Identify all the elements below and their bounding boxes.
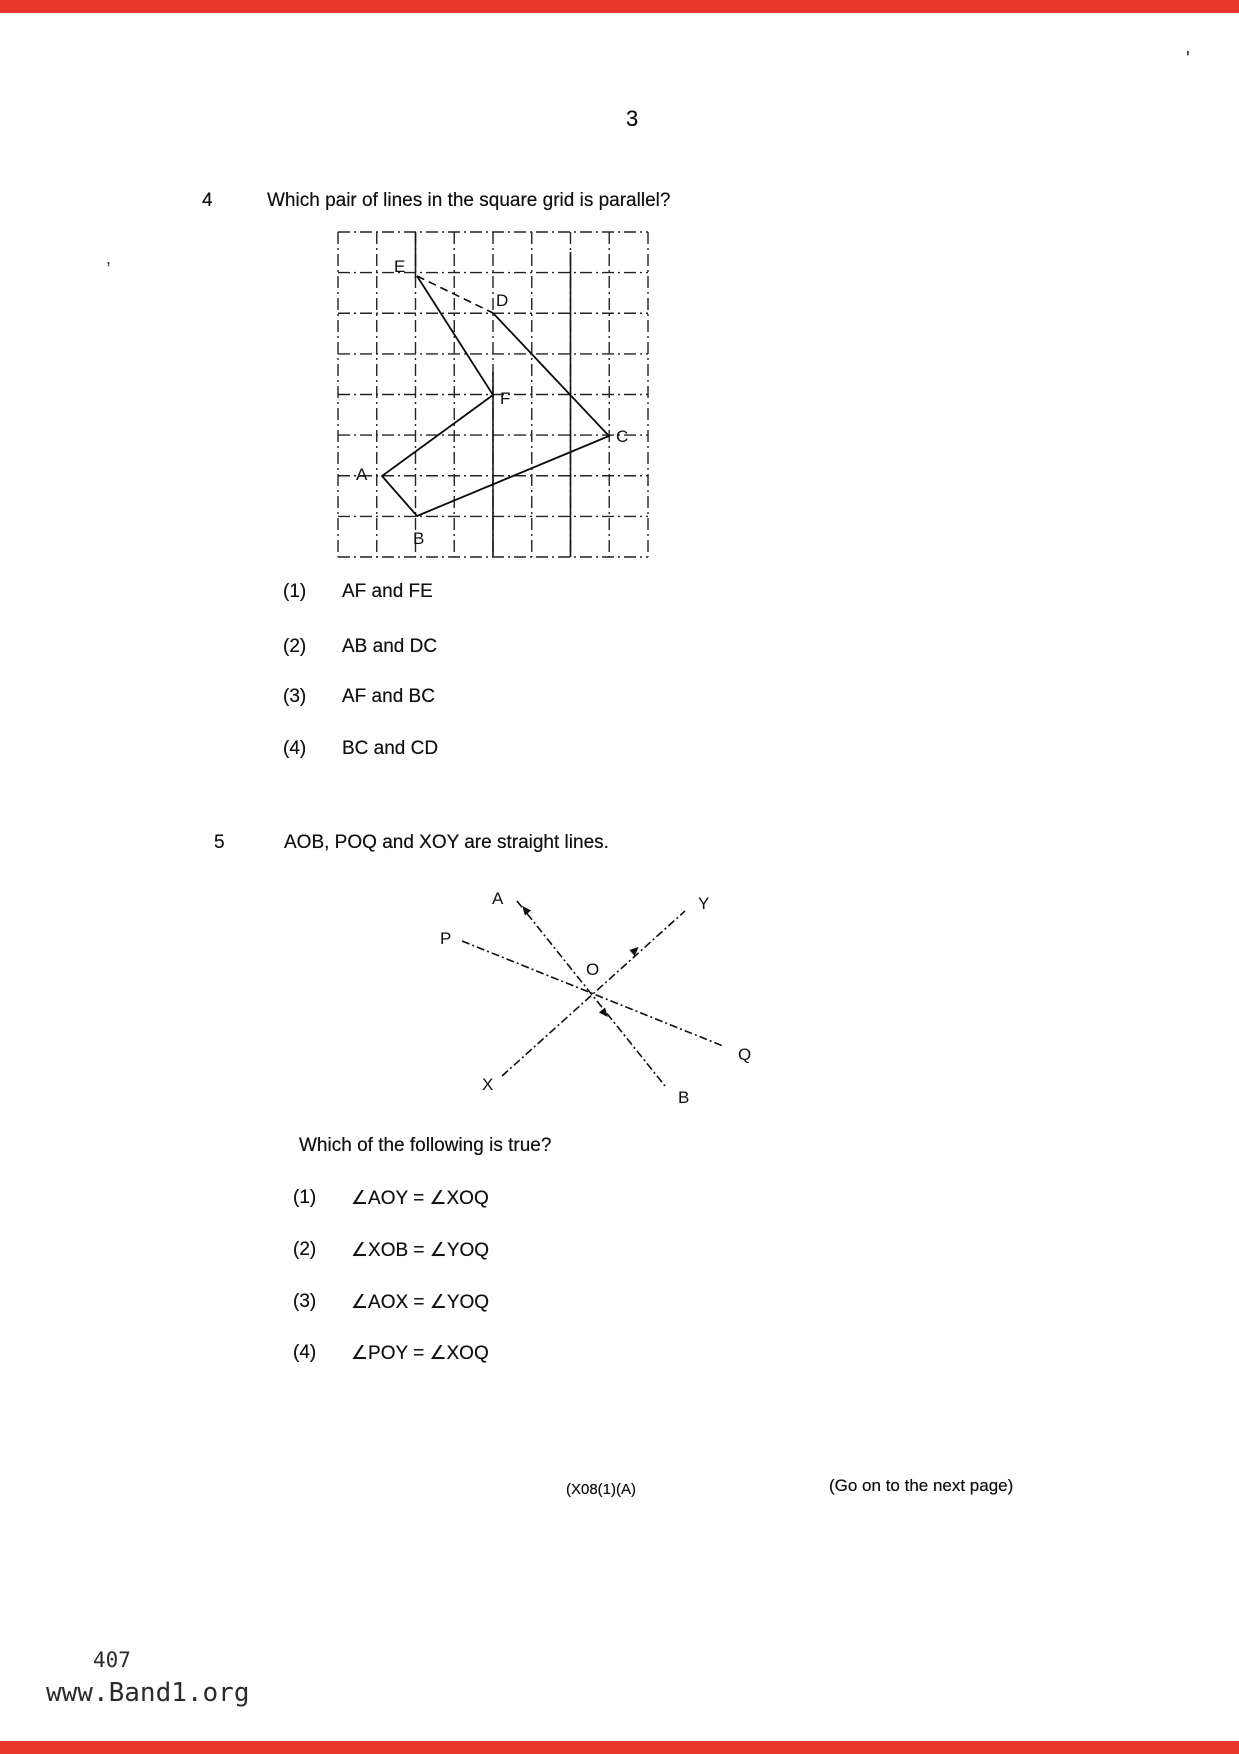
option-label: (2) xyxy=(283,636,307,657)
option-text: ∠POY = ∠XOQ xyxy=(351,1343,489,1364)
arrow-tick xyxy=(629,944,641,956)
option-text: BC and CD xyxy=(342,738,439,759)
point-label-c: C xyxy=(616,427,629,446)
scan-speck-left: , xyxy=(106,248,112,268)
point-label-b: B xyxy=(413,529,425,548)
option-text: AF and BC xyxy=(342,686,435,707)
option-text: ∠AOY = ∠XOQ xyxy=(351,1188,489,1209)
square-grid-figure xyxy=(338,232,648,557)
option-text: AB and DC xyxy=(342,636,438,657)
paper-code: (X08(1)(A) xyxy=(566,1481,637,1498)
point-label-x: X xyxy=(482,1075,494,1094)
point-label-b: B xyxy=(678,1088,690,1107)
option-label: (2) xyxy=(293,1239,317,1260)
point-label-y: Y xyxy=(698,894,710,913)
question-4-number: 4 xyxy=(202,190,213,211)
straight-lines-figure xyxy=(430,878,760,1113)
arrow-tick xyxy=(599,1007,611,1019)
point-label-f: F xyxy=(500,389,511,408)
option-label: (3) xyxy=(293,1291,317,1312)
option-label: (1) xyxy=(293,1187,317,1208)
page-number: 3 xyxy=(626,106,639,131)
line-XOY xyxy=(502,911,685,1076)
option-label: (3) xyxy=(283,686,307,707)
page-ref-number: 407 xyxy=(93,1648,131,1672)
option-text: AF and FE xyxy=(342,581,433,602)
site-url: www.Band1.org xyxy=(46,1678,250,1708)
option-text: ∠AOX = ∠YOQ xyxy=(351,1292,490,1313)
point-label-a: A xyxy=(356,465,368,484)
option-label: (4) xyxy=(283,738,307,759)
line-POQ xyxy=(462,941,723,1046)
point-label-e: E xyxy=(394,257,406,276)
point-label-d: D xyxy=(496,291,509,310)
question-5-prompt: Which of the following is true? xyxy=(299,1135,552,1156)
question-5-number: 5 xyxy=(214,832,225,853)
option-label: (1) xyxy=(283,581,307,602)
point-label-a: A xyxy=(492,889,504,908)
scan-speck-top-right: ' xyxy=(1186,48,1190,70)
point-label-p: P xyxy=(440,929,452,948)
option-label: (4) xyxy=(293,1342,317,1363)
scan-edge-strip-bottom xyxy=(0,1741,1239,1754)
next-page-note: (Go on to the next page) xyxy=(829,1476,1014,1495)
question-5-text: AOB, POQ and XOY are straight lines. xyxy=(284,832,609,853)
question-4-text: Which pair of lines in the square grid is parallel? xyxy=(267,190,671,211)
option-text: ∠XOB = ∠YOQ xyxy=(351,1240,490,1261)
point-label-o: O xyxy=(586,960,600,979)
scan-edge-strip-top xyxy=(0,0,1239,13)
point-label-q: Q xyxy=(738,1045,752,1064)
